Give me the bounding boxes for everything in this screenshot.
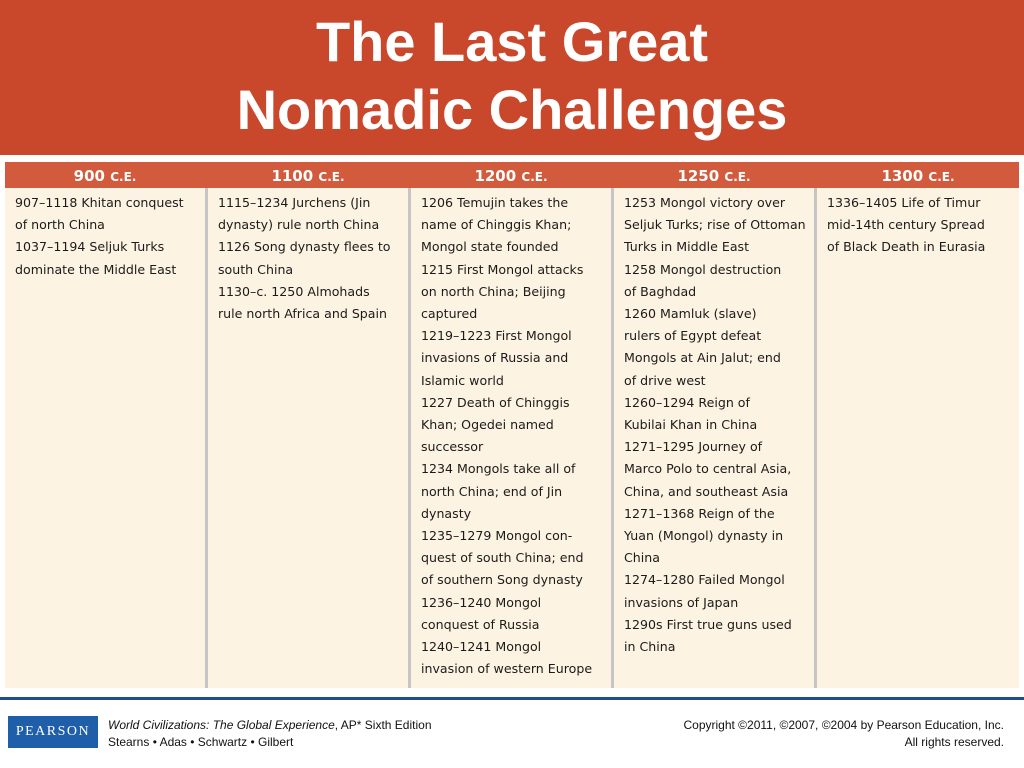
timeline-column-1100 — [218, 192, 390, 325]
slide-title-line-1: The Last Great — [315, 10, 709, 73]
timeline-entry: Khan; Ogedei named — [421, 417, 554, 433]
timeline-entry: 1240–1241 Mongol — [421, 639, 542, 655]
timeline-entry: of north China — [15, 217, 105, 233]
timeline-entry: of Black Death in Eurasia — [827, 239, 986, 255]
slide-title — [0, 8, 1024, 144]
timeline-entry: captured — [421, 306, 478, 322]
timeline-entry: successor — [421, 439, 484, 455]
timeline-entry: Islamic world — [421, 372, 504, 388]
book-authors: Stearns • Adas • Schwartz • Gilbert — [108, 735, 294, 749]
timeline-entry: dynasty) rule north China — [218, 217, 380, 233]
timeline-entry: 1260 Mamluk (slave) — [624, 306, 757, 322]
timeline-entry: Mongols at Ain Jalut; end — [624, 350, 781, 366]
timeline-entry: 907–1118 Khitan conquest — [15, 195, 184, 210]
timeline-entry: of Baghdad — [624, 283, 697, 299]
timeline-column-1200 — [421, 192, 592, 680]
timeline-entry: 1258 Mongol destruction — [624, 261, 782, 277]
timeline-entry: Yuan (Mongol) dynasty in — [624, 528, 784, 544]
column-header-1250: 1250 C.E. — [677, 167, 751, 185]
timeline-entry: 1115–1234 Jurchens (Jin — [218, 195, 371, 210]
column-divider — [408, 188, 411, 688]
timeline-entry: Kubilai Khan in China — [624, 417, 758, 433]
timeline-entry: on north China; Beijing — [421, 283, 566, 299]
timeline-entry: Marco Polo to central Asia, — [624, 461, 792, 477]
book-edition: , AP* Sixth Edition — [334, 718, 432, 732]
timeline-entry: 1206 Temujin takes the — [421, 195, 569, 210]
timeline-entry: in China — [624, 639, 676, 655]
timeline-entry: 1271–1368 Reign of the — [624, 505, 775, 521]
timeline-entry: rulers of Egypt defeat — [624, 328, 762, 344]
column-header-1200: 1200 C.E. — [474, 167, 548, 185]
timeline-entry: name of Chinggis Khan; — [421, 217, 572, 233]
timeline-entry: China — [624, 550, 660, 566]
timeline-entry: of southern Song dynasty — [421, 572, 583, 588]
timeline-entry: invasions of Japan — [624, 594, 739, 610]
footer-copyright — [683, 717, 1004, 751]
timeline-entry: invasion of western Europe — [421, 661, 593, 677]
column-header-900: 900 C.E. — [73, 167, 137, 185]
timeline-entry: of drive west — [624, 372, 706, 388]
slide-title-line-2: Nomadic Challenges — [236, 78, 788, 141]
timeline-entry: 1037–1194 Seljuk Turks — [15, 239, 165, 255]
timeline-entry: dominate the Middle East — [15, 261, 177, 277]
column-header-1300: 1300 C.E. — [881, 167, 955, 185]
column-divider — [814, 188, 817, 688]
timeline-entry: 1234 Mongols take all of — [421, 461, 576, 477]
timeline-header-row — [5, 162, 1019, 188]
timeline-entry: conquest of Russia — [421, 616, 540, 632]
timeline-entry: 1253 Mongol victory over — [624, 195, 786, 210]
footer-rule — [0, 697, 1024, 700]
timeline-column-1250 — [624, 192, 806, 658]
pearson-logo: PEARSON — [8, 716, 98, 748]
timeline-entry: 1215 First Mongol attacks — [421, 261, 584, 277]
timeline-entry: mid-14th century Spread — [827, 217, 985, 233]
timeline-entry: 1219–1223 First Mongol — [421, 328, 572, 344]
timeline-entry: China, and southeast Asia — [624, 483, 789, 499]
timeline-entry: 1260–1294 Reign of — [624, 394, 750, 410]
timeline-entry: invasions of Russia and — [421, 350, 569, 366]
timeline-column-900 — [15, 192, 184, 281]
book-title: World Civilizations: The Global Experience — [108, 718, 335, 732]
title-band — [0, 0, 1024, 155]
timeline-entry: dynasty — [421, 505, 472, 521]
timeline-entry: Seljuk Turks; rise of Ottoman — [624, 217, 806, 233]
footer-citation — [108, 717, 432, 751]
column-divider — [205, 188, 208, 688]
timeline-entry: rule north Africa and Spain — [218, 306, 388, 322]
rights-text: All rights reserved. — [904, 735, 1004, 749]
timeline-entry: 1130–c. 1250 Almohads — [218, 283, 370, 299]
timeline-entry: 1336–1405 Life of Timur — [827, 195, 981, 210]
timeline-entry: 1227 Death of Chinggis — [421, 394, 570, 410]
timeline-entry: 1290s First true guns used — [624, 616, 792, 632]
timeline-entry: 1236–1240 Mongol — [421, 594, 542, 610]
timeline-table — [5, 162, 1019, 688]
copyright-text: Copyright ©2011, ©2007, ©2004 by Pearson Education, Inc. — [683, 718, 1004, 732]
timeline-entry: Turks in Middle East — [624, 239, 750, 255]
timeline-entry: 1126 Song dynasty flees to — [218, 239, 391, 255]
column-header-1100: 1100 C.E. — [271, 167, 345, 185]
timeline-entry: 1271–1295 Journey of — [624, 439, 763, 455]
column-divider — [611, 188, 614, 688]
timeline-entry: quest of south China; end — [421, 550, 584, 566]
timeline-entry: Mongol state founded — [421, 239, 559, 255]
timeline-entry: south China — [218, 261, 294, 277]
timeline-entry: 1274–1280 Failed Mongol — [624, 572, 785, 588]
timeline-entry: 1235–1279 Mongol con- — [421, 528, 573, 544]
timeline-entry: north China; end of Jin — [421, 483, 563, 499]
timeline-column-1300 — [827, 192, 985, 259]
